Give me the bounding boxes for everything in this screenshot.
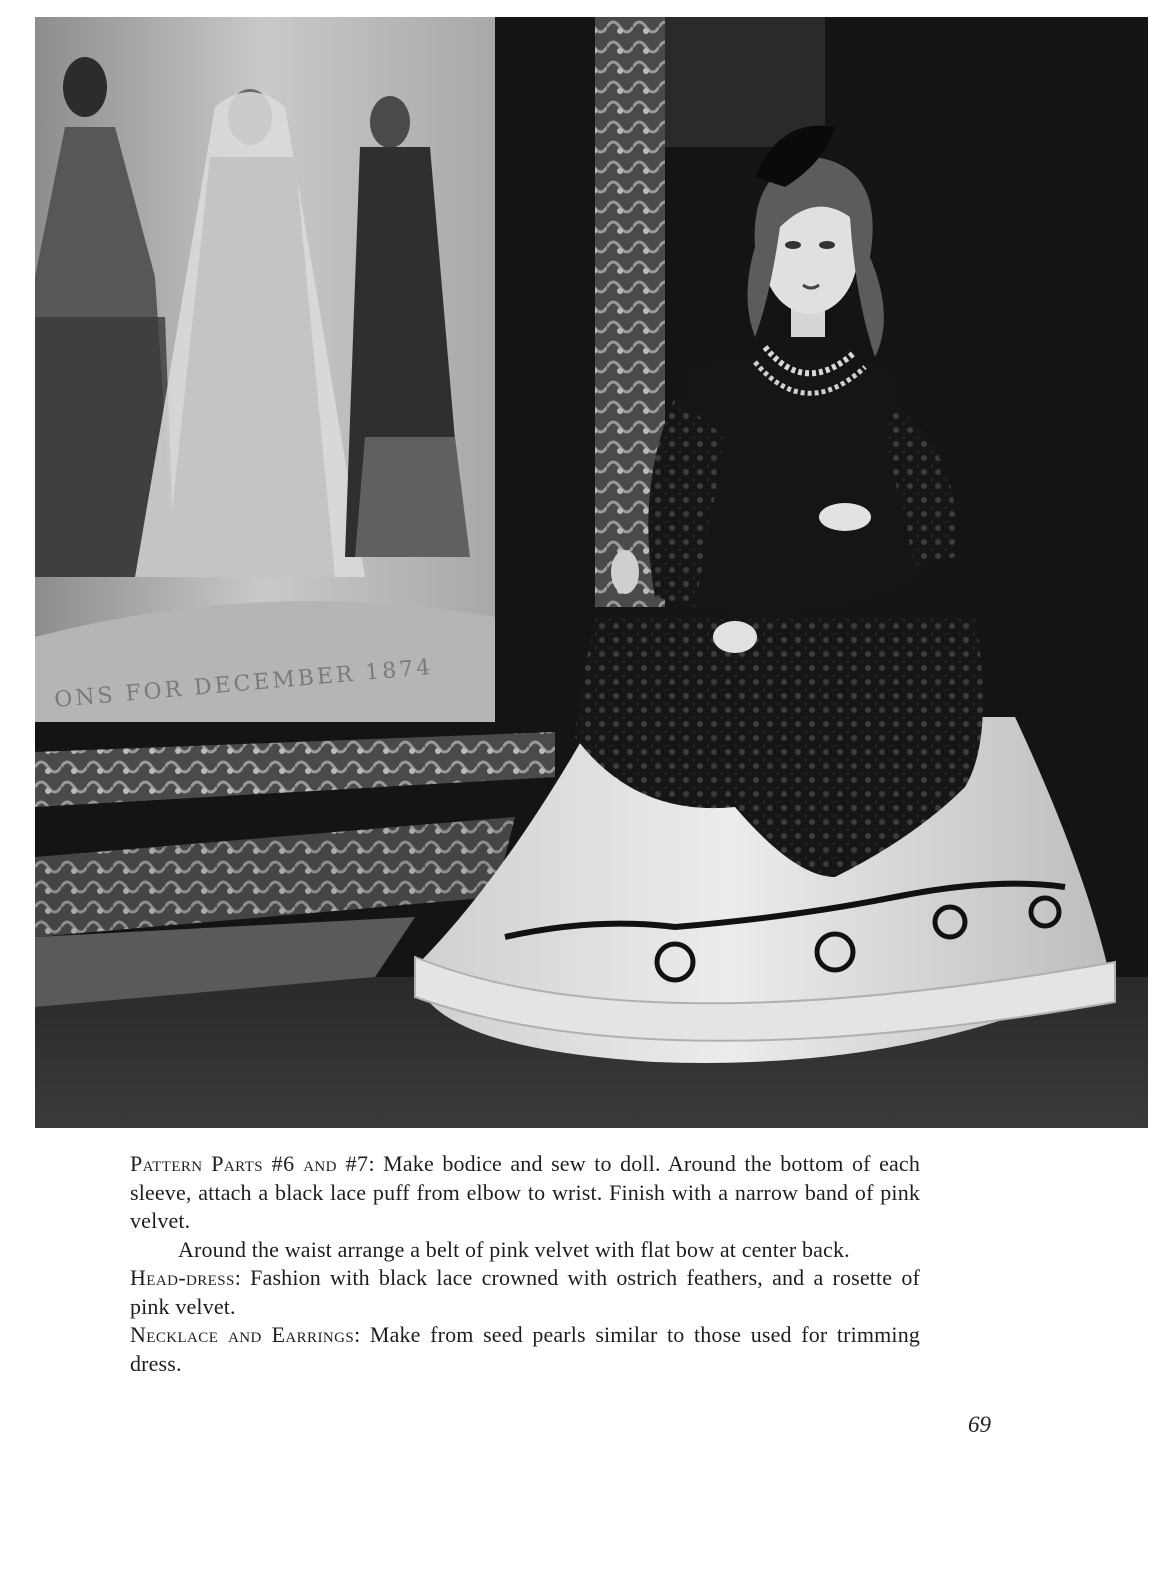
paragraph-necklace xyxy=(130,1321,920,1378)
fashion-plate-print xyxy=(35,17,495,722)
label-head-dress: Head-dress xyxy=(130,1265,235,1290)
label-pattern-parts: Pattern Parts #6 and #7 xyxy=(130,1151,369,1176)
page-number: 69 xyxy=(968,1412,991,1437)
text-head-dress: Fashion with black lace crowned with ostrich feathers, and a rosette of pink velvet. xyxy=(130,1265,920,1319)
text-waist: Around the waist arrange a belt of pink velvet with flat bow at center back. xyxy=(178,1236,850,1262)
fashion-plate-caption: ONS FOR DECEMBER 1874 xyxy=(53,654,435,713)
separator: : xyxy=(354,1322,361,1347)
paragraph-waist xyxy=(130,1236,920,1265)
label-necklace: Necklace and Earrings xyxy=(130,1322,355,1347)
paragraph-pattern-parts xyxy=(130,1150,920,1236)
text-necklace: Make from seed pearls similar to those used for trimming dress. xyxy=(130,1322,920,1376)
separator: : xyxy=(368,1151,375,1176)
caption-text xyxy=(130,1150,920,1378)
doll-photograph xyxy=(35,17,1148,1128)
paragraph-head-dress xyxy=(130,1264,920,1321)
text-pattern-parts: Make bodice and sew to doll. Around the bottom of each sleeve, attach a black lace puff from elbow to wrist. Finish with a narrow band of pink velvet. xyxy=(130,1151,920,1233)
separator: : xyxy=(234,1265,241,1290)
